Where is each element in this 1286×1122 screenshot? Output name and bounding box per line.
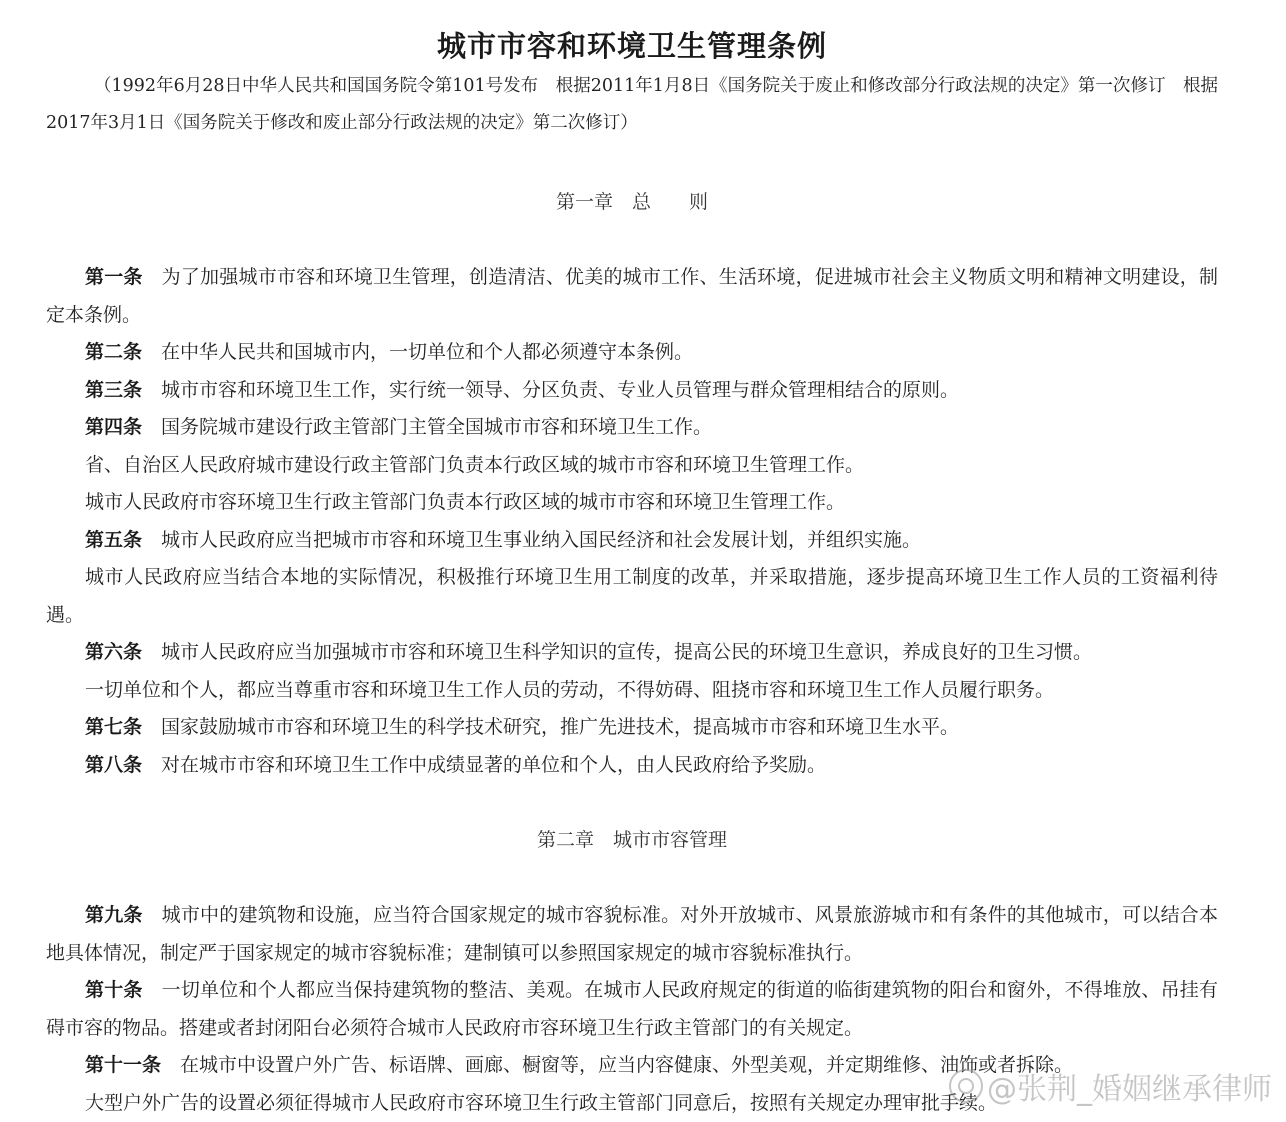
article-paragraph [46,897,1218,972]
article-text: 一切单位和个人都应当保持建筑物的整洁、美观。在城市人民政府规定的街道的临街建筑物的阳台和窗外，不得堆放、吊挂有碍市容的物品。搭建或者封闭阳台必须符合城市人民政府市容环境卫生行政主管部门的有关规定。 [46,979,1218,1039]
article-text: 省、自治区人民政府城市建设行政主管部门负责本行政区域的城市市容和环境卫生管理工作。 [85,454,864,476]
article-text: 在中华人民共和国城市内，一切单位和个人都必须遵守本条例。 [161,341,693,363]
article-text: 一切单位和个人，都应当尊重市容和环境卫生工作人员的劳动，不得妨碍、阻挠市容和环境卫生工作人员履行职务。 [85,679,1054,701]
article-number: 第三条 [85,379,142,401]
article-number: 第二条 [85,341,142,363]
chapter-heading-2: 第二章 城市市容管理 [46,822,1218,859]
article-number: 第六条 [85,641,142,663]
article-paragraph [46,672,1218,710]
article-number: 第四条 [85,416,142,438]
article-paragraph [46,634,1218,672]
watermark-text: @张荆_婚姻继承律师 [987,1064,1272,1108]
article-text: 在城市中设置户外广告、标语牌、画廊、橱窗等，应当内容健康、外型美观，并定期维修、油饰或者拆除。 [180,1054,1073,1076]
article-number: 第八条 [85,754,142,776]
article-text: 国务院城市建设行政主管部门主管全国城市市容和环境卫生工作。 [161,416,712,438]
article-text: 为了加强城市市容和环境卫生管理，创造清洁、优美的城市工作、生活环境，促进城市社会主义物质文明和精神文明建设，制定本条例。 [46,266,1218,326]
article-number: 第十一条 [85,1054,161,1076]
article-number: 第一条 [85,266,143,288]
article-paragraph [46,409,1218,447]
article-number: 第五条 [85,529,142,551]
article-paragraph [46,334,1218,372]
weibo-icon [949,1069,983,1103]
article-paragraph [46,972,1218,1047]
article-paragraph [46,372,1218,410]
article-number: 第九条 [85,904,143,926]
article-text: 城市人民政府市容环境卫生行政主管部门负责本行政区域的城市市容和环境卫生管理工作。 [85,491,845,513]
article-paragraph [46,447,1218,485]
document-subtitle: （1992年6月28日中华人民共和国国务院令第101号发布 根据2011年1月8日《国务院关于废止和修改部分行政法规的决定》第一次修订 根据2017年3月1日《国务院关于修改和废止部分行政法规的决定》第二次修订） [46,68,1218,142]
document-title: 城市市容和环境卫生管理条例 [46,26,1218,66]
article-paragraph [46,484,1218,522]
article-text: 大型户外广告的设置必须征得城市人民政府市容环境卫生行政主管部门同意后，按照有关规定办理审批手续。 [85,1092,997,1114]
article-text: 城市人民政府应当加强城市市容和环境卫生科学知识的宣传，提高公民的环境卫生意识，养成良好的卫生习惯。 [161,641,1092,663]
article-paragraph [46,259,1218,334]
chapter-1-body [46,259,1218,784]
article-paragraph [46,747,1218,785]
article-paragraph [46,522,1218,560]
article-number: 第十条 [85,979,143,1001]
article-number: 第七条 [85,716,142,738]
article-text: 城市人民政府应当把城市市容和环境卫生事业纳入国民经济和社会发展计划，并组织实施。 [161,529,921,551]
watermark [949,1064,1272,1108]
document-page [46,26,1218,1122]
article-text: 国家鼓励城市市容和环境卫生的科学技术研究，推广先进技术，提高城市市容和环境卫生水平。 [161,716,959,738]
article-text: 城市人民政府应当结合本地的实际情况，积极推行环境卫生用工制度的改革，并采取措施，逐步提高环境卫生工作人员的工资福利待遇。 [46,566,1218,626]
article-paragraph [46,559,1218,634]
article-text: 对在城市市容和环境卫生工作中成绩显著的单位和个人，由人民政府给予奖励。 [161,754,826,776]
article-text: 城市中的建筑物和设施，应当符合国家规定的城市容貌标准。对外开放城市、风景旅游城市和有条件的其他城市，可以结合本地具体情况，制定严于国家规定的城市容貌标准；建制镇可以参照国家规定的城市容貌标准执行。 [46,904,1218,964]
article-text: 城市市容和环境卫生工作，实行统一领导、分区负责、专业人员管理与群众管理相结合的原则。 [161,379,959,401]
article-paragraph [46,709,1218,747]
chapter-heading-1: 第一章 总 则 [46,184,1218,221]
